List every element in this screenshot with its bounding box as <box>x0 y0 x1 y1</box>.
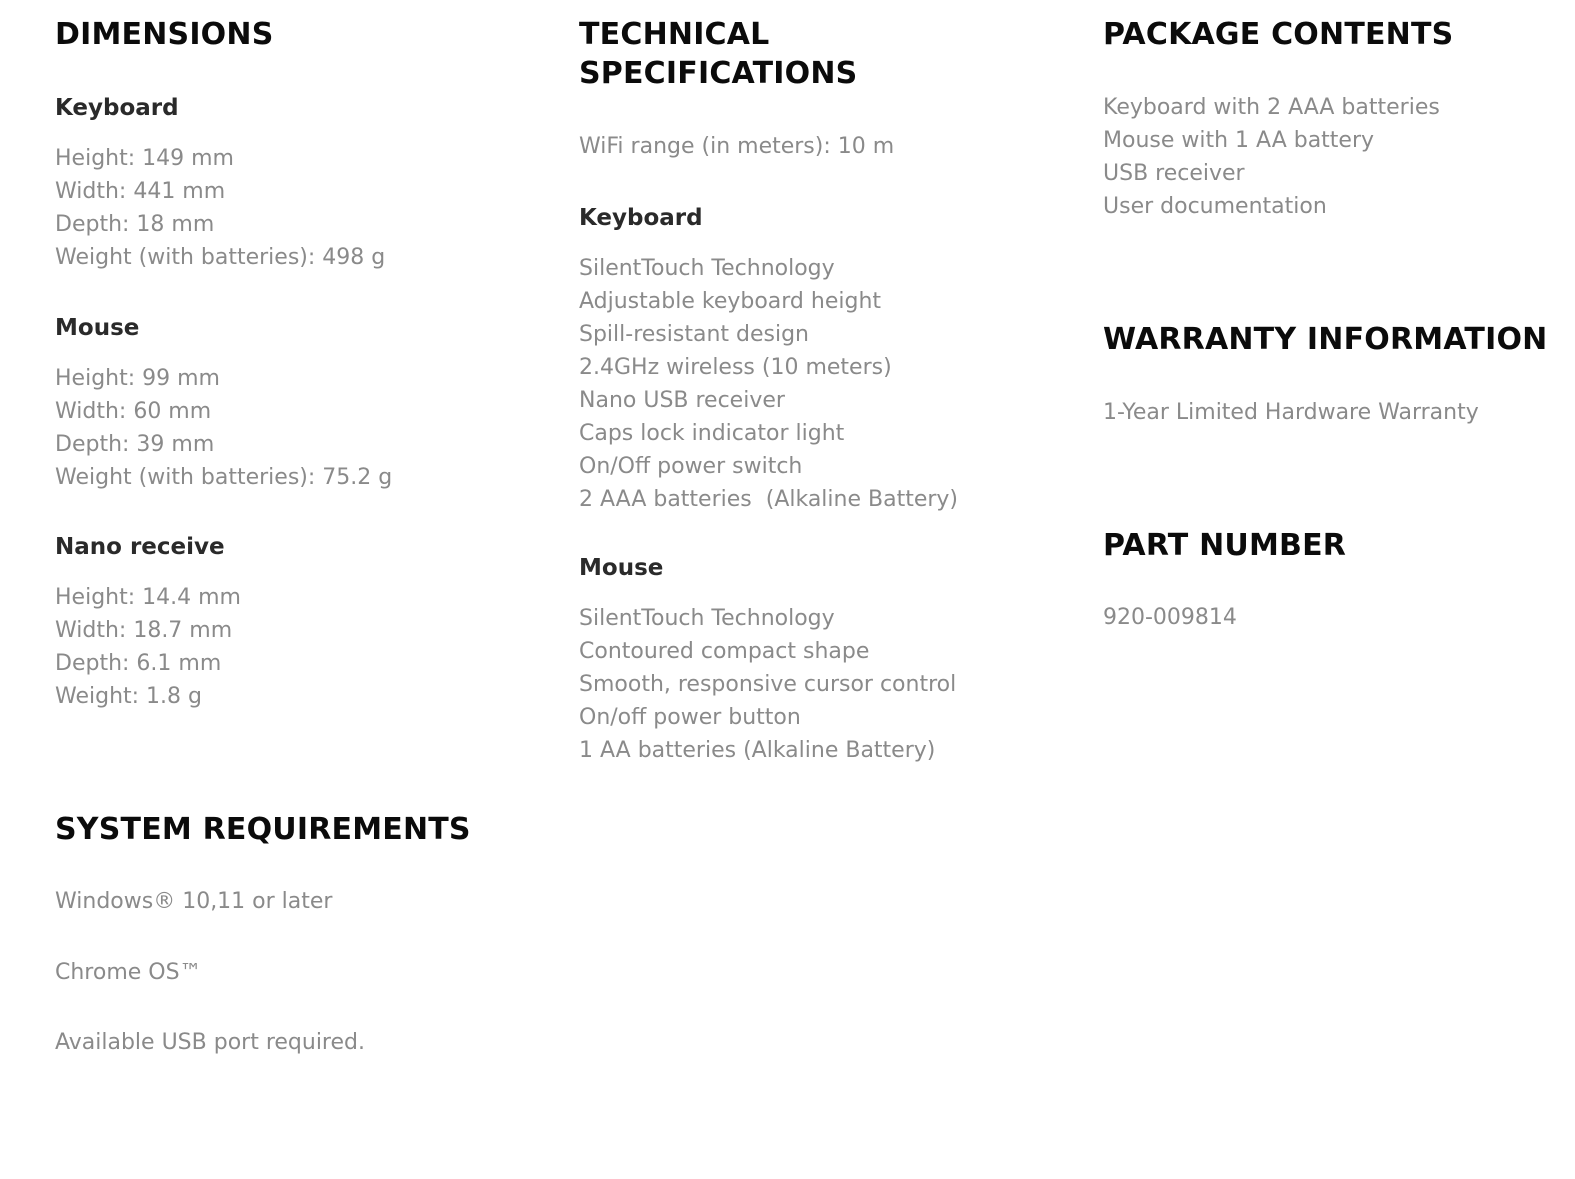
warranty-title: WARRANTY INFORMATION <box>1103 322 1548 357</box>
technical-specifications-title-line2: SPECIFICATIONS <box>579 56 858 91</box>
list-item: SilentTouch Technology <box>579 256 835 281</box>
system-requirement-item: Available USB port required. <box>55 1030 365 1055</box>
list-item: User documentation <box>1103 194 1327 219</box>
list-item: Depth: 6.1 mm <box>55 651 222 676</box>
list-item: Weight: 1.8 g <box>55 684 202 709</box>
list-item: Contoured compact shape <box>579 639 870 664</box>
list-item: Smooth, responsive cursor control <box>579 672 957 697</box>
list-item: Width: 18.7 mm <box>55 618 233 643</box>
list-item: Adjustable keyboard height <box>579 289 882 314</box>
tech-keyboard-list <box>579 252 958 516</box>
list-item: 1 AA batteries (Alkaline Battery) <box>579 738 936 763</box>
list-item: USB receiver <box>1103 161 1245 186</box>
list-item: On/off power button <box>579 705 801 730</box>
dimensions-nano-heading: Nano receive <box>55 534 225 560</box>
dimensions-nano-list <box>55 581 241 713</box>
package-contents-title: PACKAGE CONTENTS <box>1103 17 1454 52</box>
dimensions-keyboard-heading: Keyboard <box>55 95 179 121</box>
technical-specifications-title-line1: TECHNICAL <box>579 17 770 52</box>
list-item: SilentTouch Technology <box>579 606 835 631</box>
dimensions-title: DIMENSIONS <box>55 17 274 52</box>
dimensions-mouse-heading: Mouse <box>55 315 140 341</box>
part-number-value: 920-009814 <box>1103 605 1237 630</box>
system-requirement-item: Windows® 10,11 or later <box>55 889 333 914</box>
system-requirements-title: SYSTEM REQUIREMENTS <box>55 812 471 847</box>
warranty-text: 1-Year Limited Hardware Warranty <box>1103 400 1479 425</box>
list-item: 2 AAA batteries (Alkaline Battery) <box>579 487 959 512</box>
list-item: Width: 441 mm <box>55 179 226 204</box>
system-requirement-item: Chrome OS™ <box>55 960 202 985</box>
list-item: Depth: 39 mm <box>55 432 215 457</box>
list-item: 2.4GHz wireless (10 meters) <box>579 355 892 380</box>
part-number-title: PART NUMBER <box>1103 528 1347 563</box>
list-item: Height: 14.4 mm <box>55 585 241 610</box>
list-item: Caps lock indicator light <box>579 421 845 446</box>
list-item: Keyboard with 2 AAA batteries <box>1103 95 1440 120</box>
package-contents-list <box>1103 91 1440 223</box>
list-item: On/Off power switch <box>579 454 803 479</box>
list-item: Depth: 18 mm <box>55 212 215 237</box>
list-item: Width: 60 mm <box>55 399 212 424</box>
dimensions-keyboard-list <box>55 142 385 274</box>
wifi-range-text: WiFi range (in meters): 10 m <box>579 134 895 159</box>
tech-mouse-heading: Mouse <box>579 555 664 581</box>
dimensions-mouse-list <box>55 362 392 494</box>
list-item: Spill-resistant design <box>579 322 809 347</box>
tech-keyboard-heading: Keyboard <box>579 205 703 231</box>
tech-mouse-list <box>579 602 956 767</box>
list-item: Mouse with 1 AA battery <box>1103 128 1375 153</box>
list-item: Height: 99 mm <box>55 366 220 391</box>
list-item: Height: 149 mm <box>55 146 234 171</box>
list-item: Weight (with batteries): 75.2 g <box>55 465 393 490</box>
list-item: Nano USB receiver <box>579 388 785 413</box>
list-item: Weight (with batteries): 498 g <box>55 245 386 270</box>
